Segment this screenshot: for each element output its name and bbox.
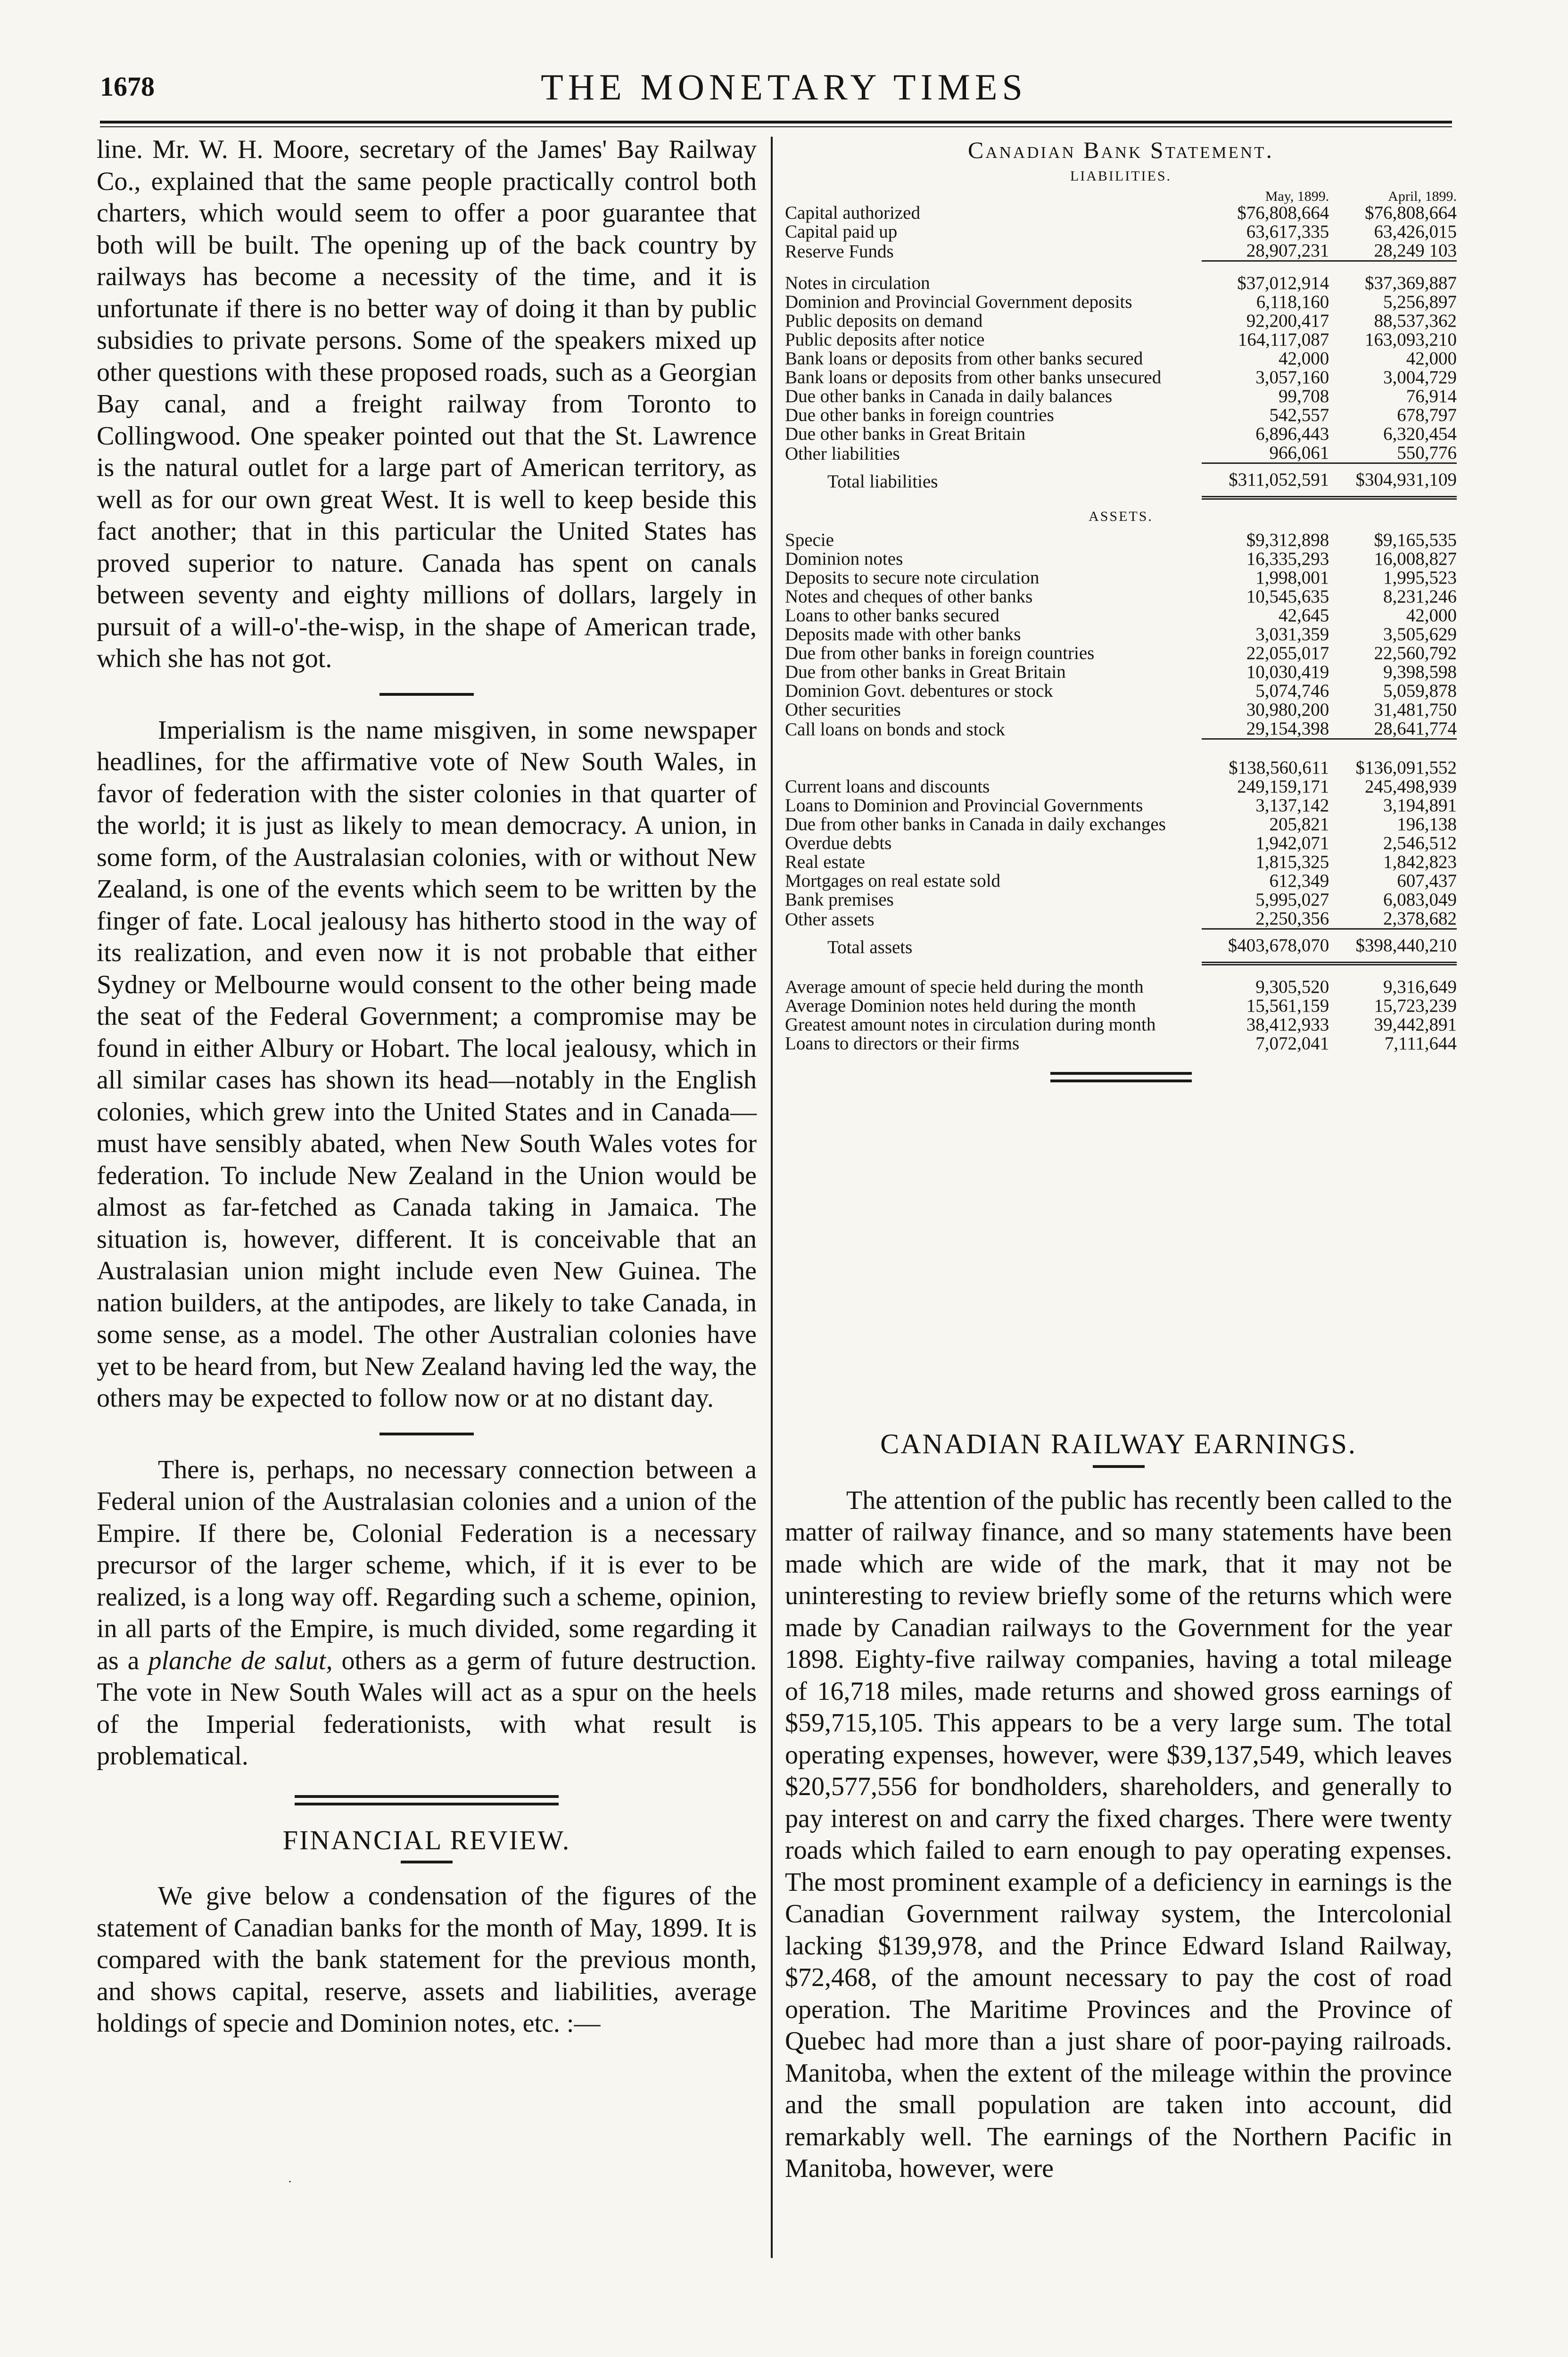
statement-row [785, 625, 1457, 644]
section-label-row [785, 498, 1457, 531]
row-label: Deposits to secure note circulation [785, 568, 1040, 588]
row-label: Capital paid up [785, 222, 898, 242]
value-may: 15,561,159 [1246, 996, 1329, 1016]
value-may: 542,557 [1269, 405, 1329, 425]
value-may: 42,000 [1279, 348, 1329, 369]
row-label: Notes in circulation [785, 273, 930, 293]
row-label: Reserve Funds [785, 241, 894, 262]
statement-row [785, 204, 1457, 223]
statement-row [785, 752, 1457, 777]
header-rule [100, 121, 1452, 124]
value-april: 16,008,827 [1374, 549, 1457, 569]
value-april: 245,498,939 [1365, 776, 1457, 797]
header-rule-thin [100, 126, 1452, 127]
value-april: $304,931,109 [1329, 463, 1457, 498]
value-may: 38,412,933 [1246, 1014, 1329, 1035]
value-april: 2,378,682 [1329, 909, 1457, 929]
statement-row [785, 606, 1457, 625]
row-label: Due other banks in foreign countries [785, 405, 1054, 425]
statement-row [785, 349, 1457, 368]
value-april: 9,398,598 [1383, 662, 1457, 682]
value-april: 22,560,792 [1374, 643, 1457, 663]
statement-row [785, 425, 1457, 444]
column-header-may: May, 1899. [1265, 189, 1329, 204]
value-may: 30,980,200 [1246, 700, 1329, 720]
value-may: 42,645 [1279, 605, 1329, 626]
value-april: $37,369,887 [1365, 273, 1457, 293]
left-paragraph-4: We give below a condensation of the figures of the statement of Canadian banks for the month of May, 1899. It is compared with the bank statement for the previous month, and shows capital, reserve, assets and liabilities, average holdings of specie and Dominion notes, etc. :— [97, 1881, 757, 2038]
statement-row [785, 997, 1457, 1015]
section-separator [380, 693, 474, 696]
statement-row [785, 890, 1457, 909]
section-label: ASSETS. [1089, 509, 1153, 524]
value-may: 249,159,171 [1237, 776, 1329, 797]
statement-row [785, 330, 1457, 349]
value-april: $76,808,664 [1365, 203, 1457, 223]
value-may: 612,349 [1269, 871, 1329, 891]
value-may: 7,072,041 [1255, 1033, 1329, 1054]
italic-phrase: planche de salut, [148, 1646, 333, 1675]
row-label: Other securities [785, 700, 901, 720]
value-april: $136,091,552 [1355, 758, 1457, 778]
page-number: 1678 [100, 71, 155, 102]
value-may: 29,154,398 [1202, 719, 1329, 739]
value-april: 31,481,750 [1374, 700, 1457, 720]
value-may: $37,012,914 [1237, 273, 1329, 293]
row-label: Public deposits on demand [785, 311, 983, 331]
row-label: Due from other banks in Great Britain [785, 662, 1066, 682]
statement-row [785, 815, 1457, 834]
row-gap [785, 739, 1457, 752]
row-gap [785, 964, 1457, 978]
statement-title: Canadian Bank Statement. [967, 137, 1274, 163]
value-may: 92,200,417 [1246, 311, 1329, 331]
statement-row [785, 834, 1457, 853]
row-label: Deposits made with other banks [785, 624, 1021, 644]
value-may: 6,118,160 [1256, 292, 1329, 312]
value-may: 1,815,325 [1255, 852, 1329, 872]
value-april: 76,914 [1406, 386, 1457, 406]
row-label: Other liabilities [785, 443, 900, 464]
row-gap [785, 261, 1457, 274]
heading-rule [401, 1861, 453, 1863]
statement-row [785, 929, 1457, 964]
value-may: 3,057,160 [1255, 367, 1329, 387]
double-rule [295, 1795, 559, 1805]
value-april: 39,442,891 [1374, 1014, 1457, 1035]
row-label: Average amount of specie held during the month [785, 977, 1144, 997]
value-april: 42,000 [1406, 605, 1457, 626]
row-label: Specie [785, 530, 834, 550]
row-label: Dominion and Provincial Government deposits [785, 292, 1132, 312]
row-label: Loans to other banks secured [785, 605, 999, 626]
financial-review-heading: FINANCIAL REVIEW. [282, 1824, 571, 1855]
row-label: Dominion Govt. debentures or stock [785, 681, 1053, 701]
paragraph-text: There is, perhaps, no necessary connection between a Federal union of the Australasian colonies and a union of the Empire. If there be, Colonial Federation is a necessary precursor of the larger scheme, which, if it is ever to be realized, is a long way off. Regarding such a scheme, opinion, in all parts of the Empire, is much divided, some regarding it as a [97, 1455, 757, 1675]
value-may: 3,031,359 [1255, 624, 1329, 644]
value-april: 5,059,878 [1383, 681, 1457, 701]
statement-row [785, 1015, 1457, 1034]
bank-statement [785, 137, 1457, 1082]
row-label: Dominion notes [785, 549, 903, 569]
row-label: Due from other banks in foreign countries [785, 643, 1095, 663]
statement-row [785, 406, 1457, 425]
value-may: 5,995,027 [1255, 890, 1329, 910]
row-label: Loans to directors or their firms [785, 1033, 1020, 1054]
row-label: Total liabilities [827, 471, 938, 492]
row-label: Other assets [785, 909, 875, 930]
statement-row [785, 663, 1457, 682]
value-april: 8,231,246 [1383, 586, 1457, 607]
value-april: 6,320,454 [1383, 424, 1457, 444]
statement-row [785, 274, 1457, 293]
statement-row [785, 909, 1457, 929]
statement-row [785, 644, 1457, 663]
statement-row [785, 777, 1457, 796]
statement-row [785, 312, 1457, 330]
left-paragraph-2: Imperialism is the name misgiven, in some newspaper headlines, for the affirmative vote of New South Wales, in favor of federation with the sister colonies in that quarter of the world; it is just as likely to mean democracy. A union, in some form, of the Australasian colonies, with or without New Zealand, is one of the events which seem to be written by the finger of fate. Local jealousy has hitherto stood in the way of its realization, and even now it is not probable that either Sydney or Melbourne would consent to the other being made the seat of the Federal Government; a compromise may be found in either Albury or Hobart. The local jealousy, which in all similar cases has shown its head—notably in the English colonies, which grew into the United States and in Canada—must have sensibly abated, when New South Wales votes for federation. To include New Zealand in the Union would be almost as far-fetched as Canada taking in Jamaica. The situation is, however, different. It is conceivable that an Australasian union might include even New Guinea. The nation builders, at the antipodes, are likely to take Canada, in some sense, as a model. The other Australian colonies have yet to be heard from, but New Zealand having led the way, the others may be expected to follow now or at no distant day. [97, 715, 757, 1413]
value-april: 28,249 103 [1329, 241, 1457, 261]
row-label: Average Dominion notes held during the month [785, 996, 1136, 1016]
value-may: 205,821 [1269, 814, 1329, 834]
value-may: 28,907,231 [1202, 241, 1329, 261]
statement-row [785, 444, 1457, 463]
value-april: 9,316,649 [1383, 977, 1457, 997]
value-april: 7,111,644 [1384, 1033, 1457, 1054]
right-column [785, 1428, 1452, 2185]
statement-row [785, 531, 1457, 550]
value-april: 1,842,823 [1383, 852, 1457, 872]
statement-row [785, 569, 1457, 587]
right-paragraph-1: The attention of the public has recently been called to the matter of railway finance, and so many statements have been made which are wide of the mark, that it may not be uninteresting to review briefly some of the returns which were made by Canadian railways to the Government for the year 1898. Eighty-five railway companies, having a total mileage of 16,718 miles, made returns and showed gross earnings of $59,715,105. This appears to be a very large sum. The total operating expenses, however, were $39,137,549, which leaves $20,577,556 for bondholders, shareholders, and generally to pay interest on and carry the fixed charges. There were twenty roads which failed to earn enough to pay operating expenses. The most prominent example of a deficiency in earnings is the Canadian Government railway system, the Intercolonial lacking $139,978, and the Prince Edward Island Railway, $72,468, of the amount necessary to pay the cost of road operation. The Maritime Provinces and the Province of Quebec had more than a just share of poor-paying railroads. Manitoba, when the extent of the mileage within the province and the small population are taken into account, did remarkably well. The earnings of the Northern Pacific in Manitoba, however, were [785, 1485, 1452, 2183]
value-may: $403,678,070 [1202, 929, 1329, 964]
row-label: Total assets [827, 937, 913, 957]
row-label: Call loans on bonds and stock [785, 719, 1005, 740]
value-may: 164,117,087 [1238, 330, 1329, 350]
left-paragraph-3 [97, 1454, 757, 1772]
column-header-row [785, 190, 1457, 204]
value-april: 1,995,523 [1383, 568, 1457, 588]
row-label: Due other banks in Canada in daily balances [785, 386, 1113, 406]
value-may: 16,335,293 [1246, 549, 1329, 569]
statement-row [785, 387, 1457, 406]
statement-row [785, 587, 1457, 606]
heading-rule [1093, 1465, 1145, 1468]
gap-cell [785, 261, 1457, 274]
row-label: Due other banks in Great Britain [785, 424, 1026, 444]
value-april: $398,440,210 [1329, 929, 1457, 964]
row-label: Public deposits after notice [785, 330, 985, 350]
liabilities-label: LIABILITIES. [1070, 168, 1172, 184]
value-may: 1,998,001 [1255, 568, 1329, 588]
value-april: 2,546,512 [1383, 833, 1457, 853]
value-april: $9,165,535 [1374, 530, 1457, 550]
row-label: Greatest amount notes in circulation during month [785, 1014, 1156, 1035]
statement-row [785, 223, 1457, 241]
statement-end-rule [1050, 1072, 1192, 1082]
value-april: 5,256,897 [1383, 292, 1457, 312]
statement-row [785, 682, 1457, 701]
value-may: $9,312,898 [1246, 530, 1329, 550]
row-label: Notes and cheques of other banks [785, 586, 1033, 607]
statement-table [785, 190, 1457, 1053]
value-april: 42,000 [1406, 348, 1457, 369]
value-april: 163,093,210 [1365, 330, 1457, 350]
value-april: 678,797 [1397, 405, 1457, 425]
statement-row [785, 463, 1457, 498]
value-may: 63,617,335 [1246, 222, 1329, 242]
value-may: 2,250,356 [1202, 909, 1329, 929]
value-may: 6,896,443 [1255, 424, 1329, 444]
statement-row [785, 550, 1457, 569]
value-may: 3,137,142 [1255, 795, 1329, 816]
value-april: 63,426,015 [1374, 222, 1457, 242]
paragraph-text: others as a germ of future destruction. The vote in New South Wales will act as a spur on the heels of the Imperial federationists, with what result is problematical. [97, 1646, 757, 1771]
value-april: 88,537,362 [1374, 311, 1457, 331]
value-april: 6,083,049 [1383, 890, 1457, 910]
statement-row [785, 701, 1457, 719]
statement-row [785, 293, 1457, 312]
row-label: Due from other banks in Canada in daily exchanges [785, 814, 1166, 834]
row-label: Bank loans or deposits from other banks unsecured [785, 367, 1162, 387]
row-label: Mortgages on real estate sold [785, 871, 1001, 891]
value-april: 3,194,891 [1383, 795, 1457, 816]
statement-row [785, 241, 1457, 261]
section-separator [380, 1433, 474, 1435]
row-label: Bank premises [785, 890, 894, 910]
row-label: Real estate [785, 852, 865, 872]
value-may: 99,708 [1279, 386, 1329, 406]
left-paragraph-1: line. Mr. W. H. Moore, secretary of the James' Bay Railway Co., explained that the same people practically control both charters, which would seem to offer a poor guarantee that both will be built. The opening up of the back country by railways has become a necessity of the time, and it is unfortunate if there is no better way of doing it than by public subsidies to private persons. Some of the speakers mixed up other questions with these proposed roads, such as a Georgian Bay canal, and a freight railway from Toronto to Collingwood. One speaker pointed out that the St. Lawrence is the natural outlet for a large part of American territory, as well as for our own great West. It is well to keep beside this fact another; that in this particular the United States has proved superior to nature. Canada has spent on canals between seventy and eighty millions of dollars, largely in pursuit of a will-o'-the-wisp, in the shape of American trade, which she has not got. [97, 135, 757, 673]
row-label: Overdue debts [785, 833, 892, 853]
value-may: 966,061 [1202, 444, 1329, 463]
statement-row [785, 853, 1457, 872]
value-april: 196,138 [1397, 814, 1457, 834]
value-april: 15,723,239 [1374, 996, 1457, 1016]
statement-row [785, 368, 1457, 387]
value-may: 22,055,017 [1246, 643, 1329, 663]
value-may: 10,545,635 [1246, 586, 1329, 607]
column-divider [771, 137, 773, 2258]
value-may: 5,074,746 [1255, 681, 1329, 701]
value-may: $138,560,611 [1229, 758, 1329, 778]
value-april: 550,776 [1329, 444, 1457, 463]
stray-mark: ˙ [288, 2178, 292, 2193]
statement-row [785, 796, 1457, 815]
railway-earnings-heading: CANADIAN RAILWAY EARNINGS. [880, 1428, 1357, 1459]
gap-cell [785, 964, 1457, 978]
gap-cell [785, 739, 1457, 752]
value-may: 1,942,071 [1255, 833, 1329, 853]
value-april: 3,505,629 [1383, 624, 1457, 644]
row-label [785, 752, 1202, 777]
value-april: 3,004,729 [1383, 367, 1457, 387]
statement-row [785, 978, 1457, 997]
value-may: $76,808,664 [1237, 203, 1329, 223]
row-label: Current loans and discounts [785, 776, 990, 797]
value-april: 607,437 [1397, 871, 1457, 891]
row-label: Bank loans or deposits from other banks secured [785, 348, 1143, 369]
row-label: Capital authorized [785, 203, 920, 223]
masthead-title: THE MONETARY TIMES [541, 66, 1027, 107]
value-may: $311,052,591 [1202, 463, 1329, 498]
statement-row [785, 872, 1457, 890]
statement-row [785, 1034, 1457, 1053]
left-column [97, 134, 757, 2040]
row-label: Loans to Dominion and Provincial Governments [785, 795, 1143, 816]
column-header-april: April, 1899. [1388, 189, 1457, 204]
value-april: 28,641,774 [1329, 719, 1457, 739]
value-may: 10,030,419 [1246, 662, 1329, 682]
value-may: 9,305,520 [1255, 977, 1329, 997]
statement-row [785, 719, 1457, 739]
